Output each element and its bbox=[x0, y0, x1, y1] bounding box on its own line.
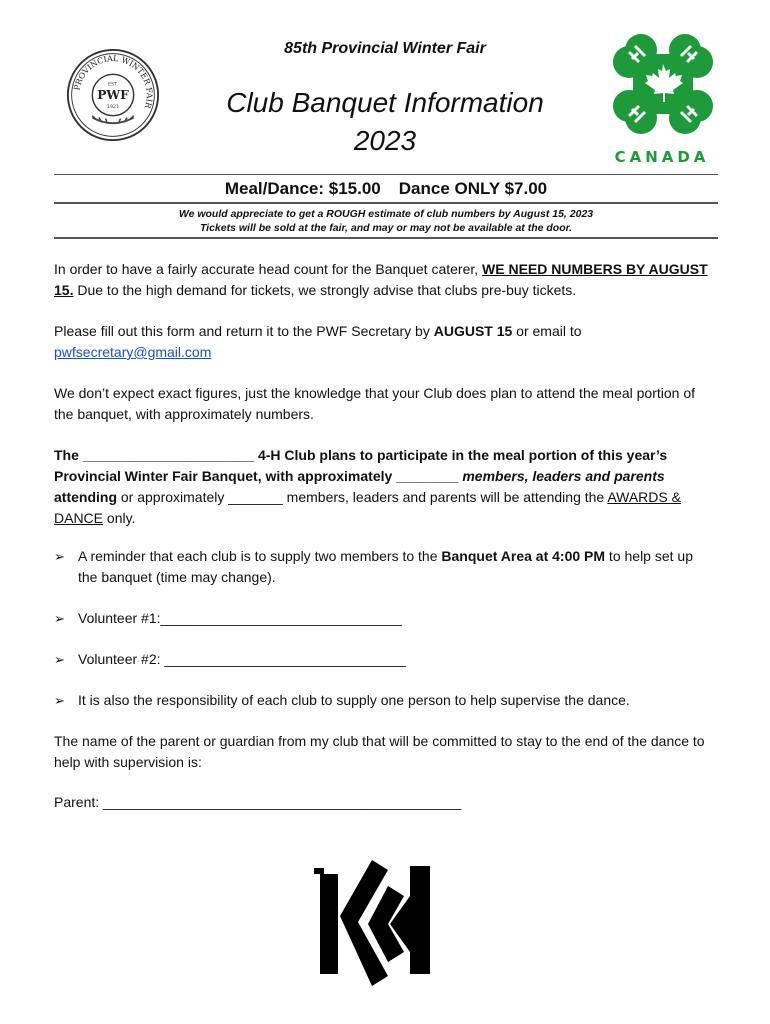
seal-est-label: EST. bbox=[108, 82, 118, 88]
note-line-1: We would appreciate to get a ROUGH estimate of club numbers by August 15, 2023 bbox=[178, 208, 594, 220]
title-line-2: 2023 bbox=[353, 125, 417, 156]
page-title bbox=[0, 84, 770, 160]
4h-canada-caption: CANADA bbox=[614, 148, 710, 166]
secretary-email-link[interactable]: pwfsecretary@gmail.com bbox=[54, 344, 212, 360]
list-item-volunteer-2: ➢ Volunteer #2: _______________________________ bbox=[54, 649, 714, 670]
fair-name: 85th Provincial Winter Fair bbox=[284, 40, 486, 57]
club-name-blank[interactable]: ______________________ bbox=[82, 447, 255, 463]
awards-dance-text: AWARDS & DANCE bbox=[54, 489, 681, 526]
list-item-volunteer-1: ➢ Volunteer #1:_______________________________ bbox=[54, 608, 714, 629]
banquet-time: Banquet Area at 4:00 PM bbox=[441, 548, 606, 564]
volunteer-1-blank[interactable]: _______________________________ bbox=[160, 610, 402, 626]
arrow-bullet-icon: ➢ bbox=[54, 611, 65, 626]
seal-year: 1921 bbox=[107, 105, 119, 111]
paragraph-participation: The ______________________ 4-H Club plans to participate in the meal portion of this year’s Provincial Winter Fair Banquet, with approximately ________ members, leaders and parents attending or approximately _______ members, leaders and parents will be attending the AWARDS & DANCE only. bbox=[54, 447, 681, 526]
paragraph-head-count: In order to have a fairly accurate head count for the Banquet caterer, WE NEED NUMBERS BY AUGUST 15. Due to the high demand for tickets, we strongly advise that clubs pre-buy tickets. bbox=[54, 261, 708, 298]
awards-count-blank[interactable]: _______ bbox=[228, 489, 283, 505]
dance-only-price: Dance ONLY $7.00 bbox=[398, 179, 548, 198]
note-line-2: Tickets will be sold at the fair, and may or may not be available at the door. bbox=[199, 222, 573, 234]
divider bbox=[54, 202, 718, 204]
arrow-bullet-icon: ➢ bbox=[54, 652, 65, 667]
estimate-notes bbox=[54, 207, 718, 235]
paragraph-expectations: We don’t expect exact figures, just the knowledge that your Club does plan to attend the meal portion of the banquet, with approximately numbers. bbox=[54, 385, 696, 422]
seal-monogram: PWF bbox=[97, 87, 129, 102]
divider bbox=[54, 174, 718, 175]
deadline-emphasis: WE NEED NUMBERS BY AUGUST 15. bbox=[54, 261, 708, 298]
parent-label: Parent: bbox=[54, 794, 104, 810]
deadline-date: AUGUST 15 bbox=[433, 323, 513, 339]
kk-logo bbox=[314, 856, 440, 992]
list-item-reminder: ➢ A reminder that each club is to supply two members to the Banquet Area at 4:00 PM to help set up the banquet (time may change). bbox=[54, 548, 693, 585]
paragraph-supervisor: The name of the parent or guardian from my club that will be committed to stay to the end of the dance to help with supervision is: bbox=[54, 733, 705, 770]
parent-line bbox=[54, 792, 714, 813]
title-line-1: Club Banquet Information bbox=[226, 87, 544, 118]
arrow-bullet-icon: ➢ bbox=[54, 693, 65, 708]
meal-dance-price: Meal/Dance: $15.00 bbox=[224, 179, 381, 198]
price-line bbox=[54, 179, 718, 199]
divider bbox=[54, 237, 718, 239]
arrow-bullet-icon: ➢ bbox=[54, 549, 65, 564]
meal-count-blank[interactable]: ________ bbox=[396, 468, 459, 484]
list-item-supervise: ➢ It is also the responsibility of each club to supply one person to help supervise the dance. bbox=[54, 690, 714, 711]
volunteer-2-blank[interactable]: _______________________________ bbox=[164, 651, 406, 667]
parent-name-blank[interactable]: ______________________________________________ bbox=[103, 794, 462, 810]
paragraph-return-form: Please fill out this form and return it to the PWF Secretary by AUGUST 15 or email to pwfsecretary@gmail.com bbox=[54, 323, 582, 360]
seal-ring-text: PROVINCIAL WINTER FAIR bbox=[72, 54, 154, 110]
